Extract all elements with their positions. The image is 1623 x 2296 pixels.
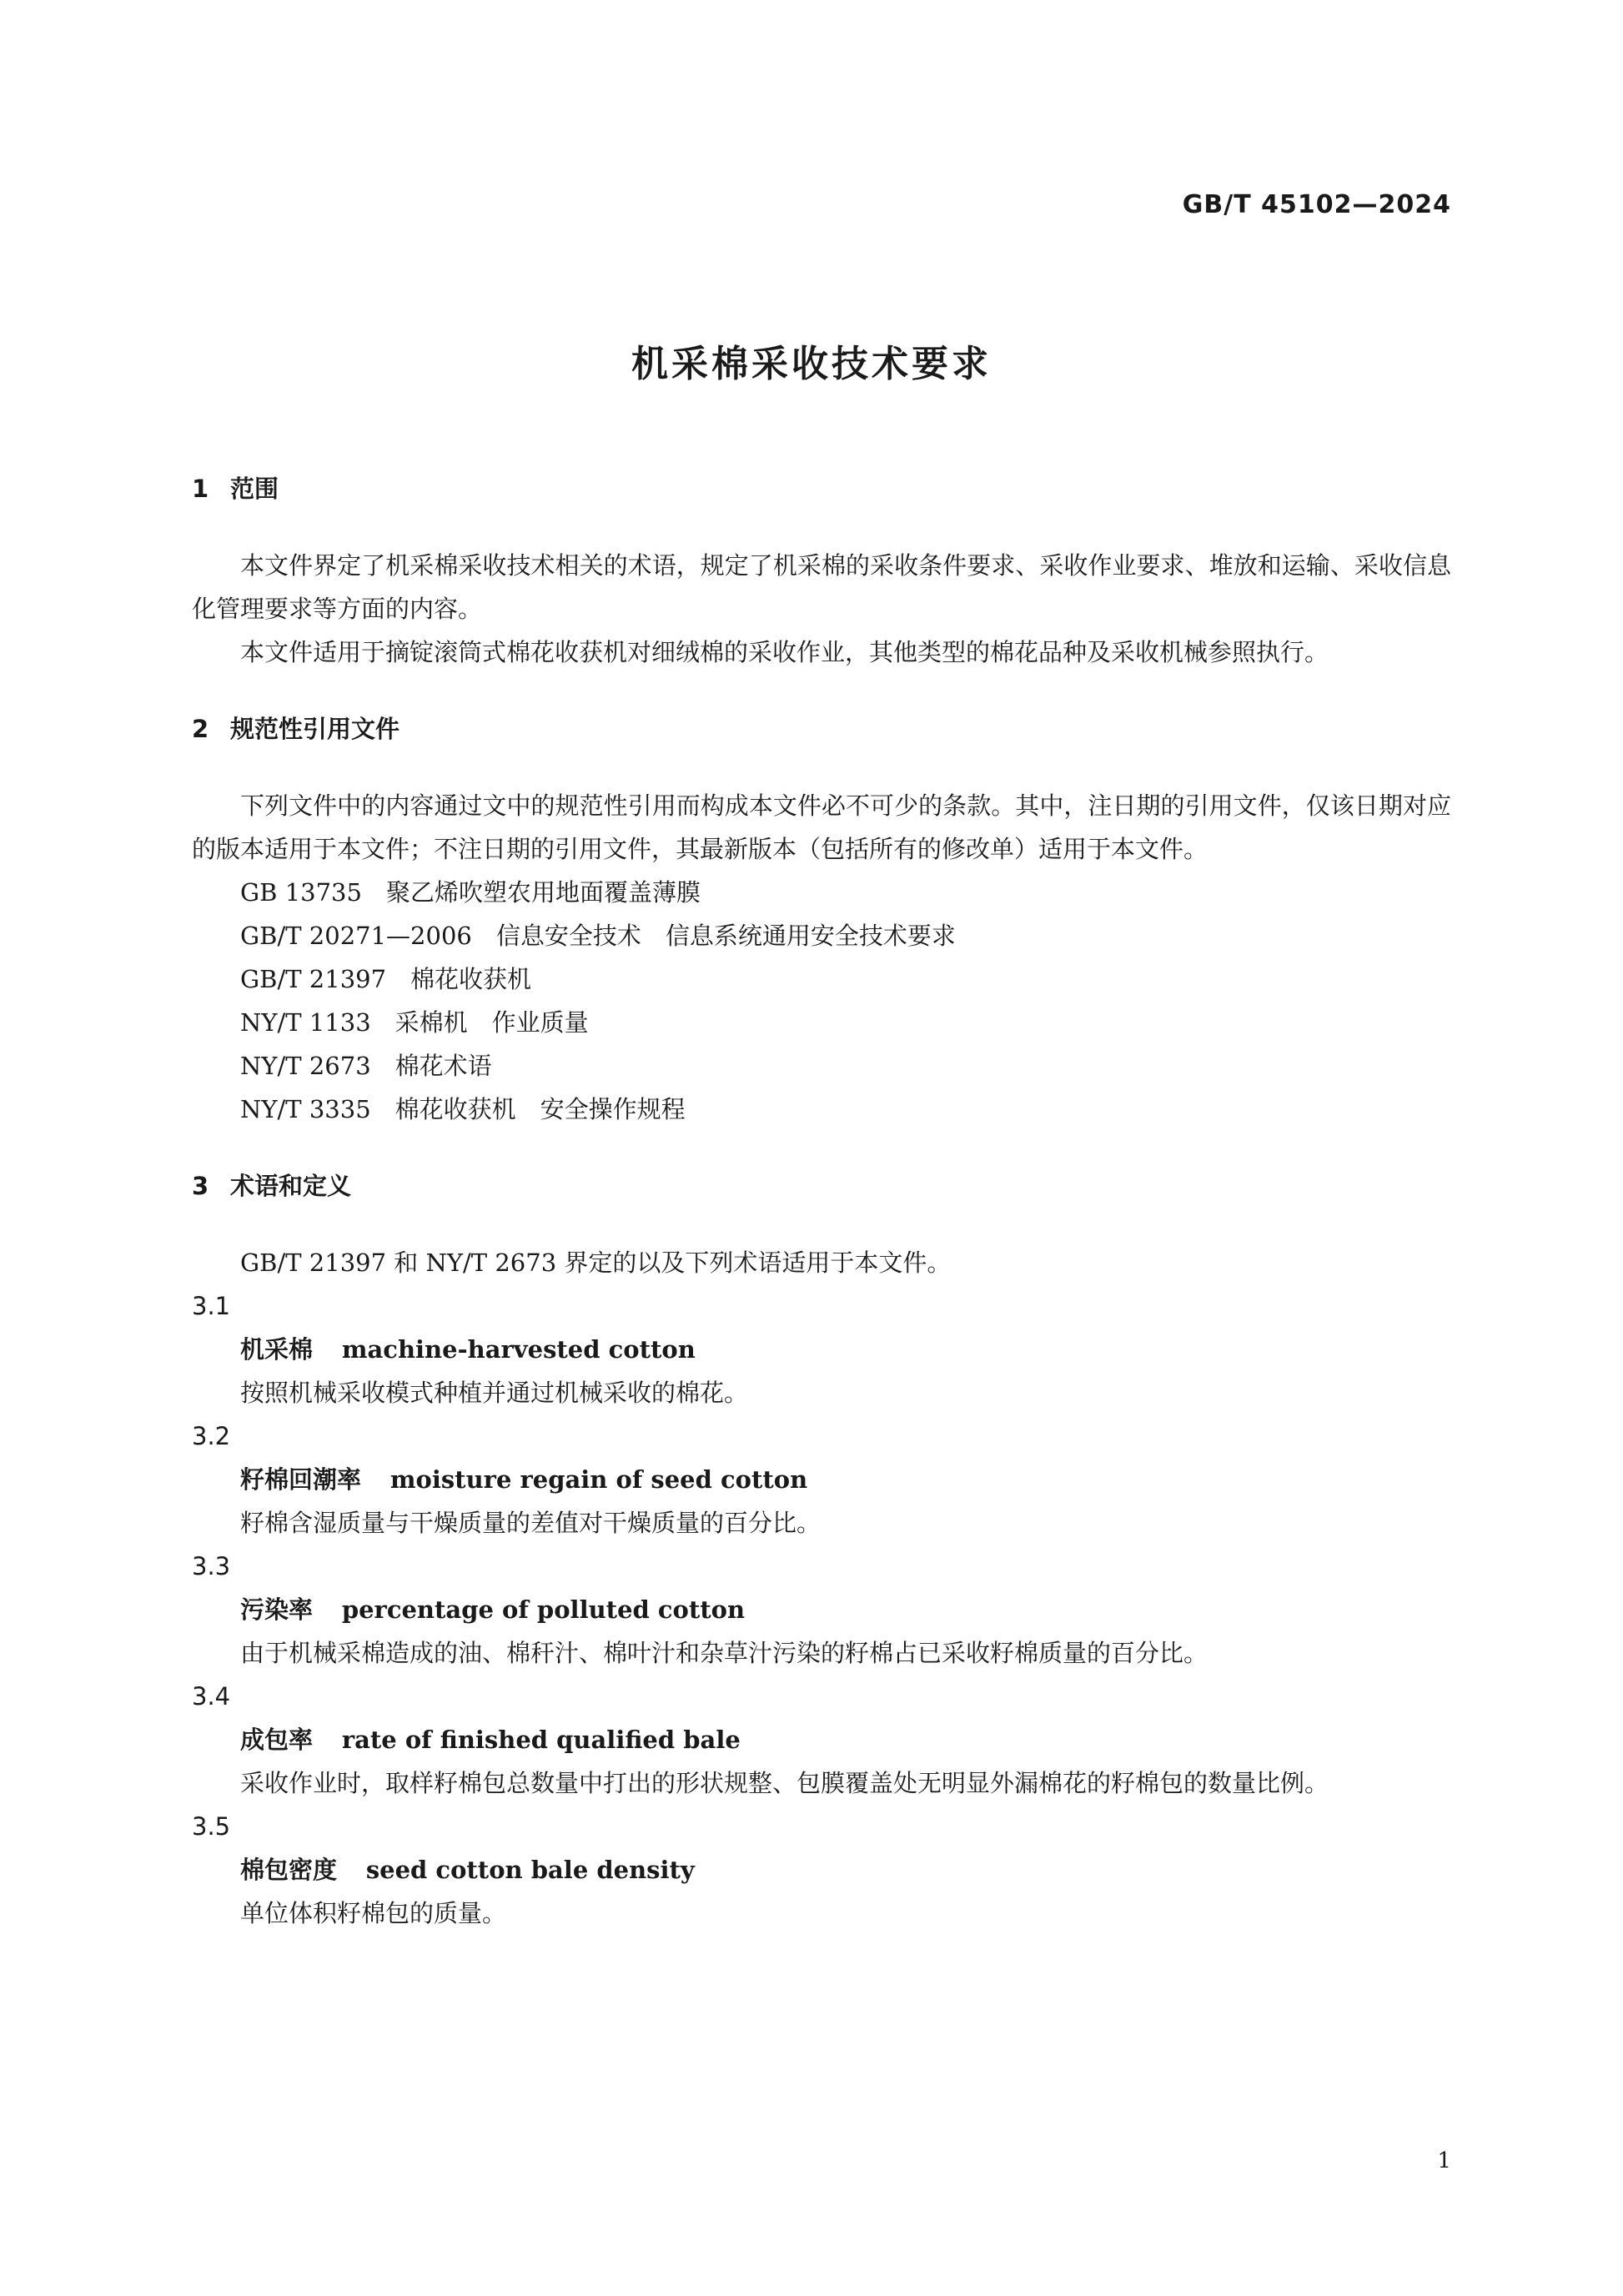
reference-item: NY/T 3335 棉花收获机 安全操作规程 [240,1095,686,1123]
section-title: 规范性引用文件 [230,715,400,743]
term-definition: 按照机械采收模式种植并通过机械采收的棉花。 [240,1379,749,1407]
document-body [192,467,1451,1935]
term-number: 3.1 [192,1292,231,1320]
section-title: 术语和定义 [230,1172,352,1200]
page-number: 1 [1437,2148,1451,2173]
term-entry [192,1458,1451,1501]
paragraph: 本文件适用于摘锭滚筒式棉花收获机对细绒棉的采收作业，其他类型的棉花品种及采收机械参照执行。 [240,638,1329,666]
term-entry [192,1588,1451,1631]
section-2-heading [192,707,1451,751]
term-zh: 污染率 [240,1595,314,1624]
term-en: machine-harvested cotton [341,1335,696,1364]
term-number: 3.2 [192,1422,231,1450]
term-entry [192,1718,1451,1761]
document-title: 机采棉采收技术要求 [631,343,992,385]
reference-item: GB/T 21397 棉花收获机 [240,965,532,993]
section-title: 范围 [230,475,279,503]
term-en: seed cotton bale density [365,1856,695,1884]
term-definition: 籽棉含湿质量与干燥质量的差值对干燥质量的百分比。 [240,1509,822,1537]
reference-item: NY/T 1133 采棉机 作业质量 [240,1008,589,1037]
term-entry [192,1328,1451,1371]
term-number: 3.4 [192,1682,231,1711]
standard-number: GB/T 45102—2024 [1182,190,1451,219]
term-en: moisture regain of seed cotton [389,1465,808,1494]
section-number: 2 [192,715,209,743]
section-1-heading [192,467,1451,510]
reference-item: NY/T 2673 棉花术语 [240,1052,492,1080]
term-number: 3.5 [192,1812,231,1841]
term-en: rate of finished qualified bale [341,1726,741,1754]
term-number: 3.3 [192,1552,231,1580]
section-number: 3 [192,1172,209,1200]
term-definition: 由于机械采棉造成的油、棉秆汁、棉叶汁和杂草汁污染的籽棉占已采收籽棉质量的百分比。 [240,1639,1208,1667]
term-zh: 籽棉回潮率 [240,1465,362,1494]
section-number: 1 [192,475,209,503]
paragraph: 下列文件中的内容通过文中的规范性引用而构成本文件必不可少的条款。其中，注日期的引用文件，仅该日期对应的版本适用于本文件；不注日期的引用文件，其最新版本（包括所有的修改单）适用于本文件。 [192,791,1451,863]
reference-item: GB 13735 聚乙烯吹塑农用地面覆盖薄膜 [240,878,701,907]
reference-item: GB/T 20271—2006 信息安全技术 信息系统通用安全技术要求 [240,922,956,950]
paragraph: GB/T 21397 和 NY/T 2673 界定的以及下列术语适用于本文件。 [240,1248,952,1277]
term-zh: 机采棉 [240,1335,314,1364]
paragraph: 本文件界定了机采棉采收技术相关的术语，规定了机采棉的采收条件要求、采收作业要求、堆放和运输、采收信息化管理要求等方面的内容。 [192,551,1451,623]
term-definition: 采收作业时，取样籽棉包总数量中打出的形状规整、包膜覆盖处无明显外漏棉花的籽棉包的数量比例。 [240,1769,1329,1797]
section-3-heading [192,1164,1451,1208]
term-zh: 成包率 [240,1726,314,1754]
term-definition: 单位体积籽棉包的质量。 [240,1899,507,1927]
term-en: percentage of polluted cotton [341,1595,746,1624]
term-entry [192,1848,1451,1892]
term-zh: 棉包密度 [240,1856,338,1884]
